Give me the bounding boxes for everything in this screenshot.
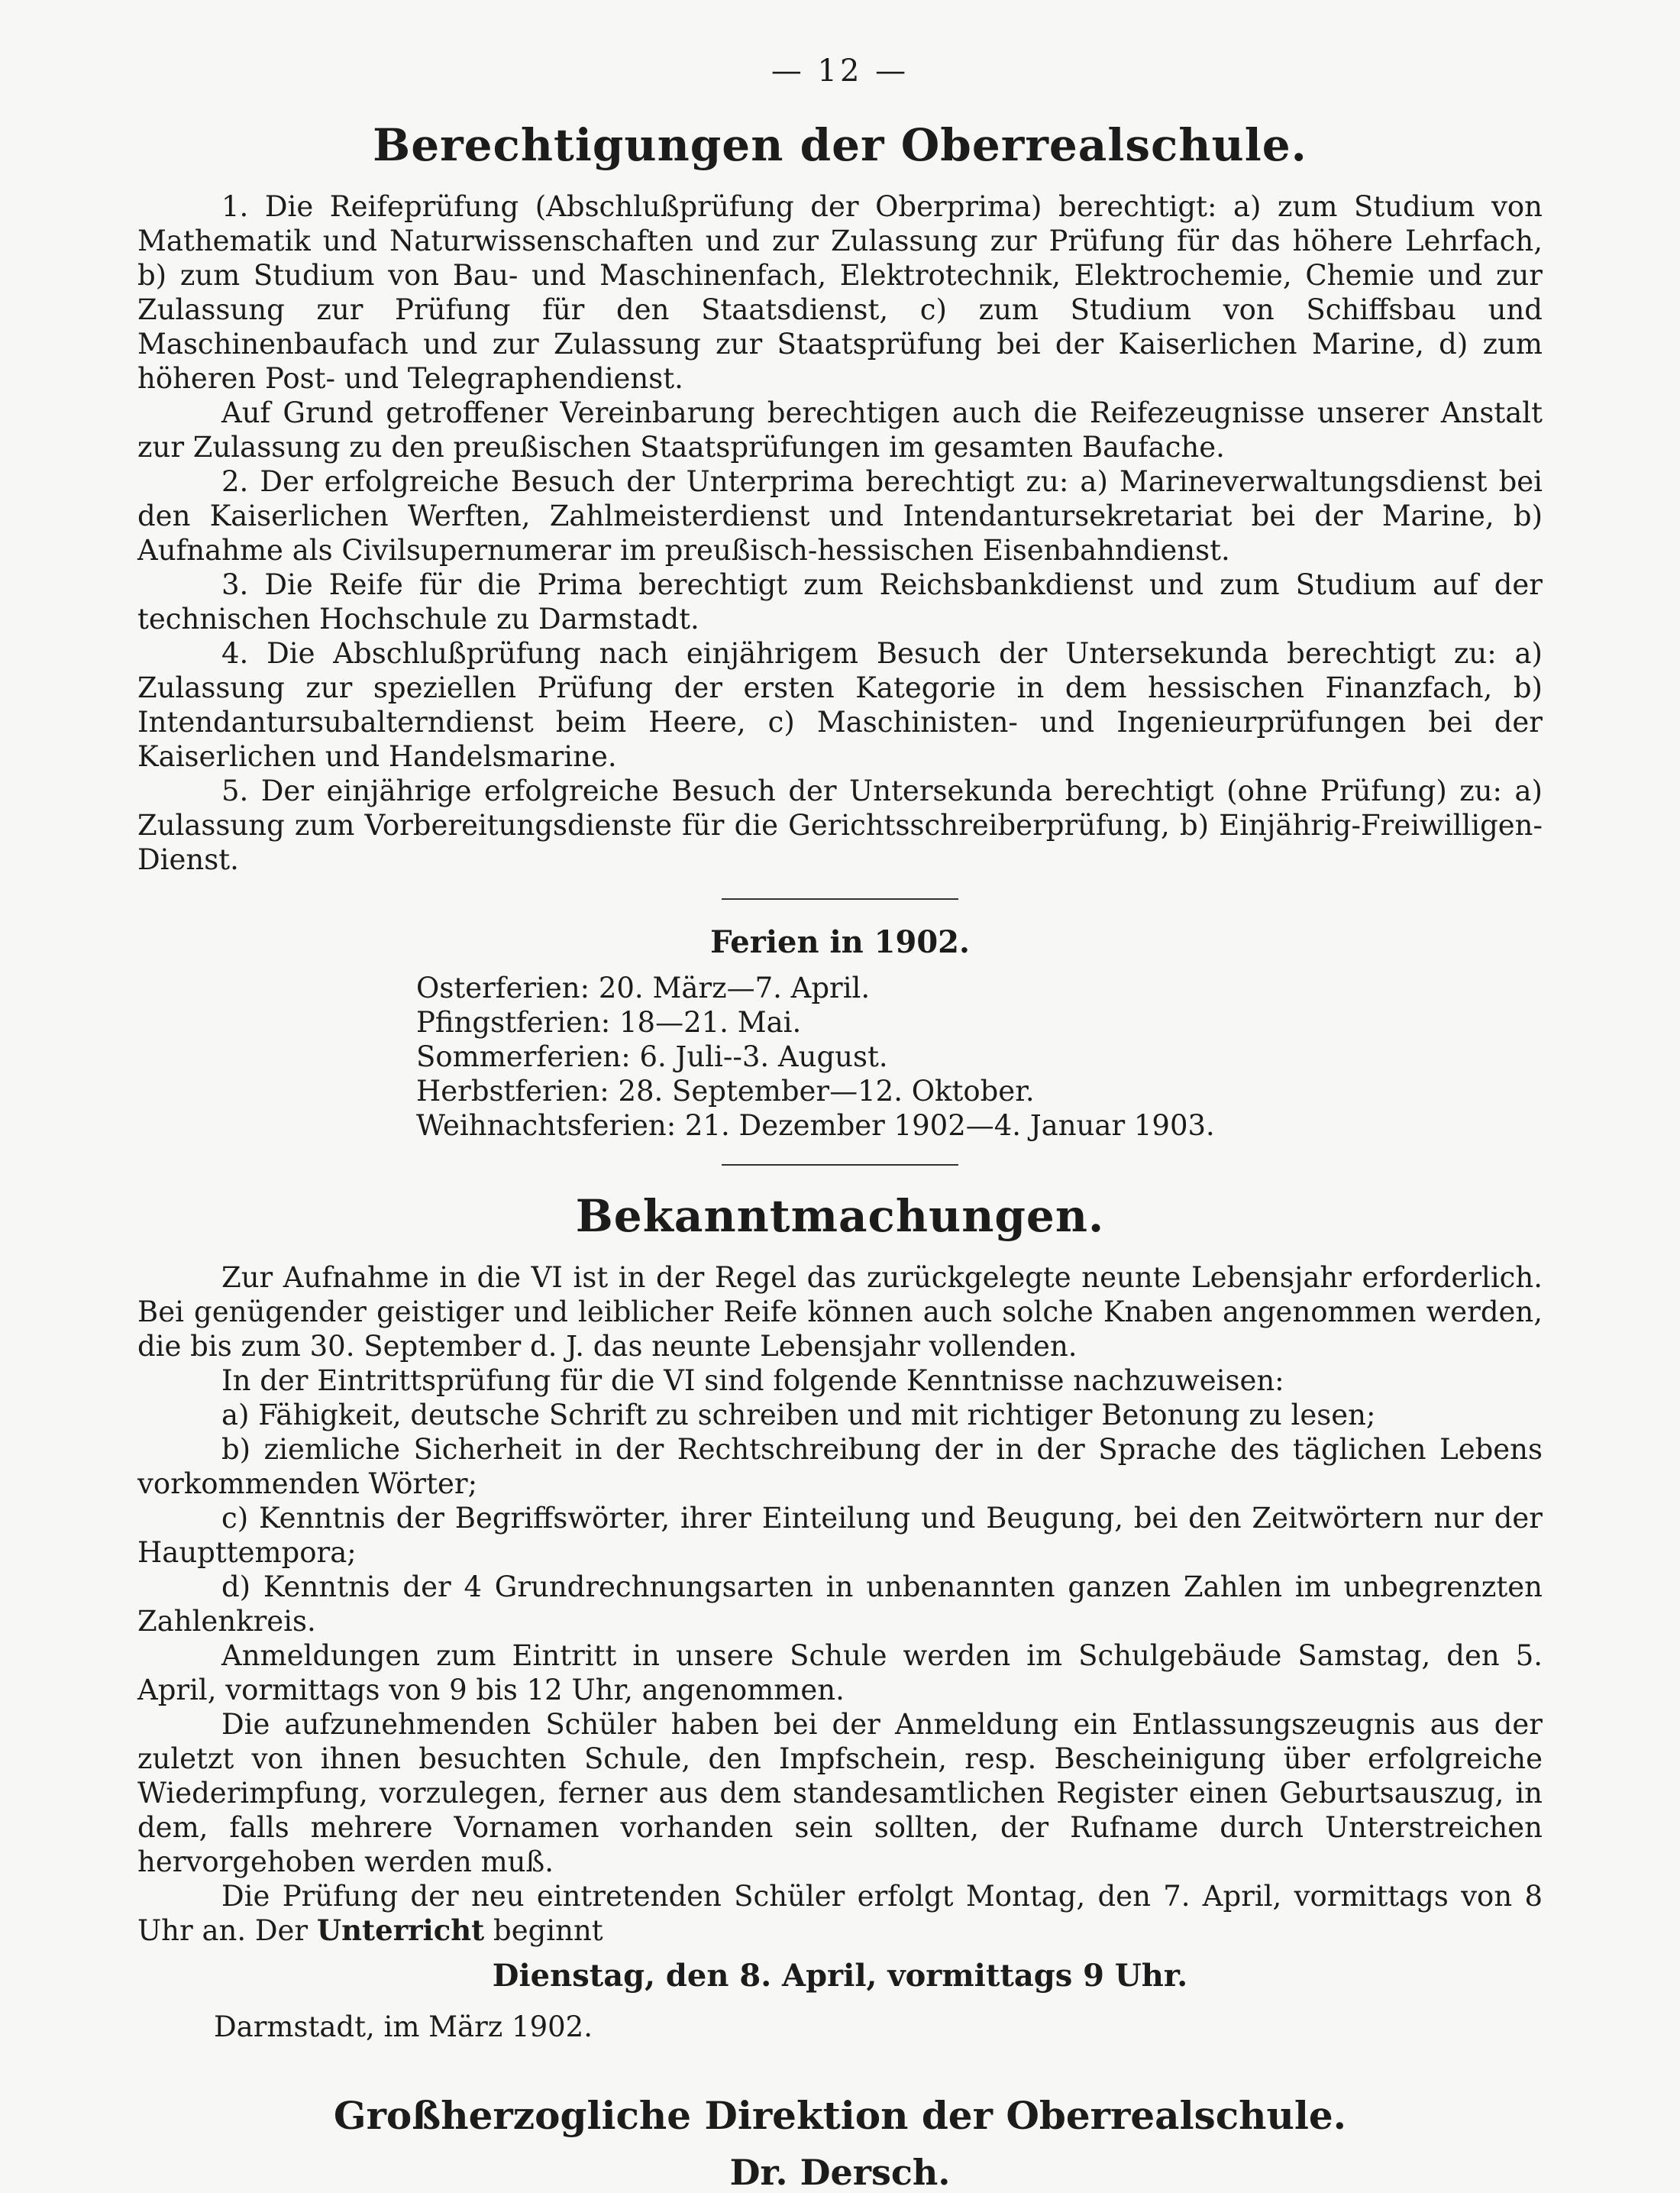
requirement-item: d) Kenntnis der 4 Grundrechnungsarten in unbenannten ganzen Zahlen im unbegrenzten Zahlenkreis.	[137, 1570, 1543, 1638]
paragraph: 1. Die Reifeprüfung (Abschlußprüfung der Oberprima) berechtigt: a) zum Studium von Mathematik und Naturwissenschaften und zur Zulassung zur Prüfung für das höhere Lehrfach, b) zum Studium von Bau- und Maschinenfach, Elektrotechnik, Elektrochemie, Chemie und zur Zulassung zur Prüfung für den Staatsdienst, c) zum Studium von Schiffsbau und Maschinenbaufach und zur Zulassung zur Staatsprüfung bei der Kaiserlichen Marine, d) zum höheren Post- und Telegraphendienst.	[137, 190, 1543, 395]
exam-date-suffix: beginnt	[493, 1914, 603, 1947]
paragraph	[137, 1879, 1543, 1948]
start-date: Dienstag, den 8. April, vormittags 9 Uhr.	[492, 1958, 1188, 1994]
place-date: Darmstadt, im März 1902.	[214, 2010, 593, 2043]
paragraph: Die aufzunehmenden Schüler haben bei der Anmeldung ein Entlassungszeugnis aus der zuletzt von ihnen besuchten Schule, den Impfschein, resp. Bescheinigung über erfolgreiche Wiederimpfung, vorzulegen, ferner aus dem standesamtlichen Register einen Geburtsauszug, in dem, falls mehrere Vornamen vorhanden sein sollten, der Rufname durch Unterstreichen hervorgehoben werden muß.	[137, 1708, 1543, 1878]
vacation-item: Herbstferien: 28. September—12. Oktober.	[416, 1075, 1035, 1108]
berechtigungen-body	[137, 189, 1543, 877]
divider	[722, 1164, 958, 1166]
divider	[722, 898, 958, 900]
paragraph: Anmeldungen zum Eintritt in unsere Schule werden im Schulgebäude Samstag, den 5. April, vormittags von 9 bis 12 Uhr, angenommen.	[137, 1639, 1543, 1706]
vacation-item: Sommerferien: 6. Juli--3. August.	[416, 1040, 888, 1073]
paragraph: In der Eintrittsprüfung für die VI sind folgende Kenntnisse nachzuweisen:	[221, 1364, 1284, 1397]
paragraph: 3. Die Reife für die Prima berechtigt zum Reichsbankdienst und zum Studium auf der technischen Hochschule zu Darmstadt.	[137, 568, 1543, 636]
exam-date-text: Die Prüfung der neu eintretenden Schüler erfolgt Montag, den 7. April, vormittags von 8 Uhr an. Der	[137, 1880, 1543, 1947]
unterricht-word: Unterricht	[316, 1913, 485, 1947]
vacation-item: Pfingstferien: 18—21. Mai.	[416, 1006, 802, 1039]
vacation-list	[416, 971, 1543, 1143]
section-title-bekanntmachungen: Bekanntmachungen.	[575, 1190, 1105, 1242]
paragraph: Zur Aufnahme in die VI ist in der Regel das zurückgelegte neunte Lebensjahr erforderlich. Bei genügender geistiger und leiblicher Reife können auch solche Knaben angenommen werden, die bis zum 30. September d. J. das neunte Lebensjahr vollenden.	[137, 1261, 1543, 1363]
paragraph: Auf Grund getroffener Vereinbarung berechtigen auch die Reifezeugnisse unserer Anstalt zur Zulassung zu den preußischen Staatsprüfungen im gesamten Baufache.	[137, 396, 1543, 464]
signature-name: Dr. Dersch.	[729, 2152, 951, 2193]
signature-institution: Großherzogliche Direktion der Oberrealschule.	[333, 2093, 1347, 2138]
vacation-item: Weihnachtsferien: 21. Dezember 1902—4. Januar 1903.	[416, 1109, 1215, 1142]
requirement-item: a) Fähigkeit, deutsche Schrift zu schreiben und mit richtiger Betonung zu lesen;	[221, 1399, 1376, 1431]
page-number: — 12 —	[771, 53, 909, 89]
requirement-item: b) ziemliche Sicherheit in der Rechtschreibung der in der Sprache des täglichen Lebens vorkommenden Wörter;	[137, 1433, 1543, 1500]
paragraph: 4. Die Abschlußprüfung nach einjährigem Besuch der Untersekunda berechtigt zu: a) Zulassung zur speziellen Prüfung der ersten Kategorie in dem hessischen Finanzfach, b) Intendantursubalterndienst beim Heere, c) Maschinisten- und Ingenieurprüfungen bei der Kaiserlichen und Handelsmarine.	[137, 637, 1543, 773]
vacation-item: Osterferien: 20. März—7. April.	[416, 972, 871, 1004]
paragraph: 5. Der einjährige erfolgreiche Besuch der Untersekunda berechtigt (ohne Prüfung) zu: a) Zulassung zum Vorbereitungsdienste für die Gerichtsschreiberprüfung, b) Einjährig-Freiwilligen-Dienst.	[137, 775, 1543, 876]
section-title-ferien: Ferien in 1902.	[710, 924, 970, 960]
bekanntmachungen-body	[137, 1260, 1543, 2044]
section-title-berechtigungen: Berechtigungen der Oberrealschule.	[373, 119, 1307, 171]
paragraph: 2. Der erfolgreiche Besuch der Unterprima berechtigt zu: a) Marineverwaltungsdienst bei den Kaiserlichen Werften, Zahlmeisterdienst und Intendantursekretariat bei der Marine, b) Aufnahme als Civilsupernumerar im preußisch-hessischen Eisenbahndienst.	[137, 465, 1543, 567]
requirement-item: c) Kenntnis der Begriffswörter, ihrer Einteilung und Beugung, bei den Zeitwörtern nur der Haupttempora;	[137, 1502, 1543, 1569]
